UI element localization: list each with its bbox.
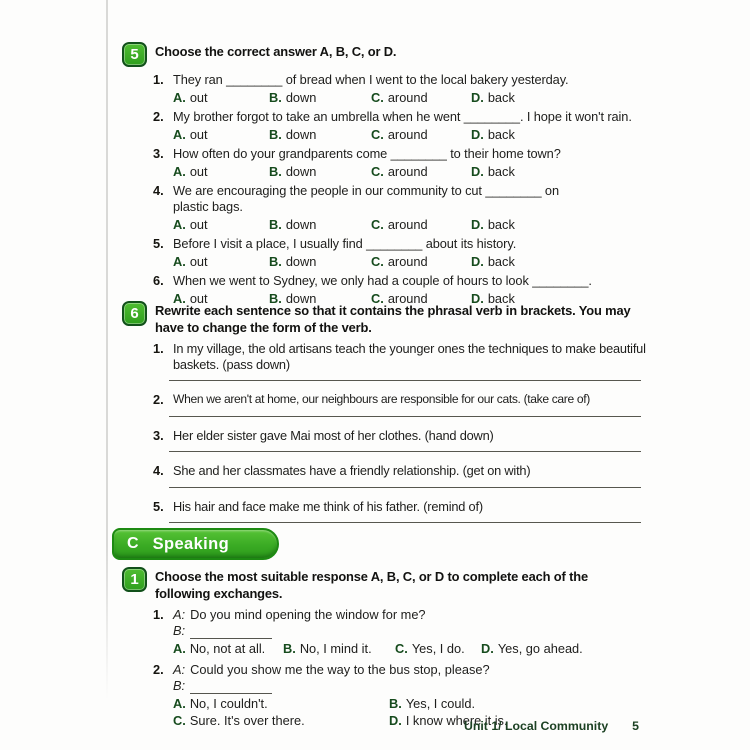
item-number: 3. xyxy=(153,427,164,443)
option-a: A. No, not at all. xyxy=(173,641,266,656)
option-b: B. Yes, I could. xyxy=(389,696,476,711)
question-text: They ran ________ of bread when I went to the local bakery yesterday. xyxy=(173,72,569,87)
question-number: 2. xyxy=(153,109,164,124)
page-footer xyxy=(464,719,639,733)
rewrite-item-4 xyxy=(122,463,648,497)
question-text: My brother forgot to take an umbrella when he went ________. I hope it won't rain. xyxy=(173,109,632,124)
options-row xyxy=(173,254,648,270)
exercise-5-title: Choose the correct answer A, B, C, or D. xyxy=(155,44,397,59)
option-d: D. back xyxy=(471,127,515,142)
speaker-a-line xyxy=(173,662,648,678)
exercise-c1 xyxy=(122,567,648,731)
exercise-c1-header xyxy=(122,567,648,602)
option-a: A. out xyxy=(173,254,208,269)
question-number: 6. xyxy=(153,273,164,288)
section-c-banner xyxy=(112,528,279,560)
option-d: D. back xyxy=(471,90,515,105)
option-a: A. out xyxy=(173,217,208,232)
answer-line xyxy=(169,451,641,452)
question-number: 1. xyxy=(153,607,164,622)
exercise-6-badge: 6 xyxy=(122,301,147,326)
question-number: 3. xyxy=(153,146,164,161)
page-edge-line xyxy=(106,0,108,700)
answer-line xyxy=(169,380,641,381)
footer-unit-label: Unit 1/ Local Community xyxy=(464,719,609,733)
answer-line xyxy=(169,487,641,488)
exercise-6 xyxy=(122,301,648,534)
question-number: 5. xyxy=(153,236,164,251)
speaker-b-label: B: xyxy=(173,623,186,638)
question-text: Before I visit a place, I usually find ________ about its history. xyxy=(173,236,517,251)
option-b: B. down xyxy=(269,127,317,142)
answer-line xyxy=(169,522,641,523)
question-number: 2. xyxy=(153,662,164,677)
section-letter: C xyxy=(127,535,139,552)
options-row xyxy=(173,641,648,657)
question-1 xyxy=(122,72,648,107)
option-b: B. down xyxy=(269,90,317,105)
speaker-b-line xyxy=(173,678,648,694)
rewrite-item-3 xyxy=(122,428,648,462)
item-text: She and her classmates have a friendly relationship. (get on with) xyxy=(173,463,531,478)
option-a: A. No, I couldn't. xyxy=(173,696,268,711)
option-c: C. around xyxy=(371,90,428,105)
item-number: 2. xyxy=(153,392,164,407)
question-2 xyxy=(122,109,648,144)
rewrite-item-2 xyxy=(122,392,648,426)
footer-page-number: 5 xyxy=(632,719,640,733)
option-d: D. I know where it is. xyxy=(389,712,508,728)
question-3 xyxy=(122,146,648,181)
section-title: Speaking xyxy=(152,534,230,553)
question-text: We are encouraging the people in our community to cut ________ on plastic bags. xyxy=(173,183,559,214)
option-a: A. out xyxy=(173,291,208,306)
speaker-a-text: Do you mind opening the window for me? xyxy=(190,607,426,622)
option-c: C. Sure. It's over there. xyxy=(173,712,305,728)
item-number: 4. xyxy=(153,463,164,478)
answer-line xyxy=(169,416,641,417)
option-a: A. out xyxy=(173,90,208,105)
option-b: B. down xyxy=(269,164,317,179)
option-b: B. down xyxy=(269,217,317,232)
exercise-6-header xyxy=(122,301,648,336)
speaker-b-line xyxy=(173,623,648,639)
rewrite-item-5 xyxy=(122,499,648,533)
option-c: C. around xyxy=(371,291,428,306)
item-text: Her elder sister gave Mai most of her clothes. (hand down) xyxy=(173,427,494,443)
speaker-a-label: A: xyxy=(173,662,186,677)
item-number: 5. xyxy=(153,498,164,514)
exercise-5-badge: 5 xyxy=(122,42,147,67)
speaker-a-text: Could you show me the way to the bus stop, please? xyxy=(190,662,490,677)
question-text: How often do your grandparents come ________ to their home town? xyxy=(173,146,561,161)
rewrite-item-1 xyxy=(122,341,648,390)
exercise-5-header xyxy=(122,42,648,67)
item-text: His hair and face make me think of his father. (remind of) xyxy=(173,498,483,514)
exercise-6-title: Rewrite each sentence so that it contains the phrasal verb in brackets. You may have to change the form of the verb. xyxy=(155,303,631,335)
option-c: C. Yes, I do. xyxy=(395,641,465,656)
speaker-a-line xyxy=(173,607,648,623)
item-number: 1. xyxy=(153,341,164,356)
item-text: In my village, the old artisans teach the younger ones the techniques to make beautiful baskets. (pass down) xyxy=(173,341,646,372)
exchange-1 xyxy=(122,607,648,660)
question-text: When we went to Sydney, we only had a couple of hours to look ________. xyxy=(173,273,592,288)
item-text: When we aren't at home, our neighbours are responsible for our cats. (take care of) xyxy=(173,392,590,406)
exercise-c1-badge: 1 xyxy=(122,567,147,592)
option-a: A. out xyxy=(173,164,208,179)
option-d: D. back xyxy=(471,164,515,179)
options-row xyxy=(173,217,648,233)
question-4 xyxy=(122,183,648,234)
option-d: D. back xyxy=(471,217,515,232)
speaker-b-label: B: xyxy=(173,678,186,693)
option-d: D. back xyxy=(471,254,515,269)
question-number: 1. xyxy=(153,72,164,87)
option-d: D. back xyxy=(471,291,515,306)
options-row xyxy=(173,90,648,106)
exercise-c1-title: Choose the most suitable response A, B, C, or D to complete each of the following exchanges. xyxy=(155,569,588,601)
option-a: A. out xyxy=(173,127,208,142)
speaker-a-label: A: xyxy=(173,607,186,622)
answer-blank xyxy=(190,626,272,639)
exercise-5 xyxy=(122,42,648,310)
question-5 xyxy=(122,236,648,271)
answer-blank xyxy=(190,681,272,694)
option-c: C. around xyxy=(371,164,428,179)
option-c: C. around xyxy=(371,217,428,232)
options-row xyxy=(173,164,648,180)
option-d: D. Yes, go ahead. xyxy=(481,641,583,656)
option-c: C. around xyxy=(371,254,428,269)
question-number: 4. xyxy=(153,183,164,198)
option-b: B. down xyxy=(269,254,317,269)
option-b: B. down xyxy=(269,291,317,306)
option-c: C. around xyxy=(371,127,428,142)
options-row xyxy=(173,127,648,143)
option-b: B. No, I mind it. xyxy=(283,641,372,656)
